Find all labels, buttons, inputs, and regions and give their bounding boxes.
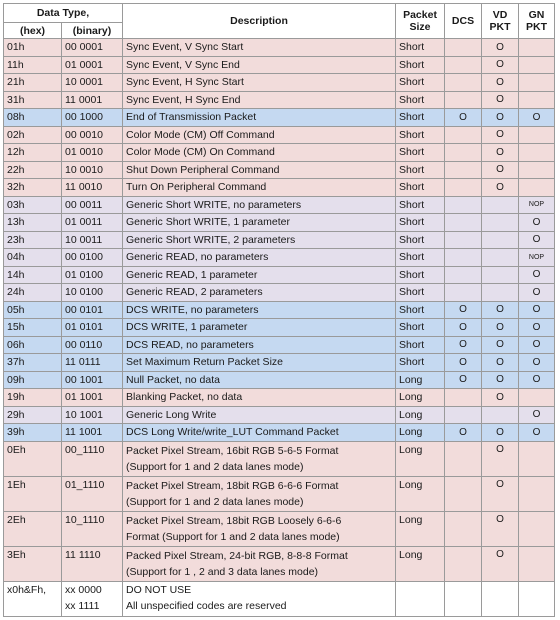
cell-gn-pkt: [519, 144, 555, 162]
cell-hex: 29h: [4, 406, 62, 424]
cell-vd-pkt: O: [482, 389, 519, 407]
cell-vd-pkt: O: [482, 424, 519, 442]
cell-gn-pkt: O: [519, 371, 555, 389]
cell-gn-pkt: O: [519, 284, 555, 302]
cell-vd-pkt: O: [482, 301, 519, 319]
cell-dcs: O: [445, 109, 482, 127]
cell-packet-size: Long: [396, 371, 445, 389]
cell-binary: 01 0101: [62, 319, 123, 337]
cell-gn-pkt: [519, 39, 555, 57]
cell-binary: 11 0010: [62, 179, 123, 197]
cell-gn-pkt: O: [519, 424, 555, 442]
cell-vd-pkt: O: [482, 179, 519, 197]
table-row: [4, 214, 555, 232]
cell-description: [123, 511, 396, 546]
cell-vd-pkt: [482, 196, 519, 214]
cell-vd-pkt: O: [482, 319, 519, 337]
table-row: [4, 476, 555, 511]
cell-description: Shut Down Peripheral Command: [123, 161, 396, 179]
cell-dcs: O: [445, 319, 482, 337]
cell-packet-size: Long: [396, 546, 445, 581]
cell-binary: [62, 581, 123, 616]
table-row: [4, 196, 555, 214]
table-row: [4, 144, 555, 162]
table-row: [4, 74, 555, 92]
cell-hex: 31h: [4, 91, 62, 109]
cell-packet-size: Short: [396, 354, 445, 372]
cell-hex: 3Eh: [4, 546, 62, 581]
cell-packet-size: Short: [396, 39, 445, 57]
cell-vd-pkt: [482, 249, 519, 267]
cell-binary: 01 0001: [62, 56, 123, 74]
cell-packet-size: Short: [396, 179, 445, 197]
cell-description: [123, 581, 396, 616]
cell-hex: 32h: [4, 179, 62, 197]
cell-description: Sync Event, V Sync End: [123, 56, 396, 74]
cell-packet-size: Short: [396, 231, 445, 249]
cell-hex: 39h: [4, 424, 62, 442]
cell-description: Null Packet, no data: [123, 371, 396, 389]
cell-binary-line1: xx 0000: [65, 583, 102, 596]
cell-vd-pkt: [482, 284, 519, 302]
header-dcs: DCS: [445, 4, 482, 39]
cell-binary: 00 1000: [62, 109, 123, 127]
header-data-type: Data Type,: [4, 4, 123, 23]
cell-dcs: O: [445, 301, 482, 319]
cell-packet-size: Long: [396, 424, 445, 442]
cell-packet-size: Long: [396, 441, 445, 476]
cell-dcs: [445, 214, 482, 232]
cell-description: Generic Long Write: [123, 406, 396, 424]
cell-packet-size: [396, 581, 445, 616]
cell-hex: 19h: [4, 389, 62, 407]
description-line1: Packet Pixel Stream, 18bit RGB 6-6-6 Format: [126, 479, 339, 492]
cell-description: DCS WRITE, 1 parameter: [123, 319, 396, 337]
cell-hex: 24h: [4, 284, 62, 302]
cell-dcs: [445, 546, 482, 581]
cell-vd-pkt: O: [482, 354, 519, 372]
cell-gn-pkt: O: [519, 354, 555, 372]
cell-gn-pkt: [519, 546, 555, 581]
cell-hex: 21h: [4, 74, 62, 92]
cell-binary: 10_1110: [62, 511, 123, 546]
description-line2: All unspecified codes are reserved: [126, 599, 287, 612]
cell-packet-size: Short: [396, 91, 445, 109]
header-description: Description: [123, 4, 396, 39]
cell-binary-line2: xx 1111: [65, 599, 100, 612]
cell-packet-size: Short: [396, 74, 445, 92]
cell-binary: 11 0001: [62, 91, 123, 109]
table-row: [4, 371, 555, 389]
cell-gn-pkt: [519, 126, 555, 144]
cell-dcs: [445, 196, 482, 214]
cell-gn-pkt: [519, 179, 555, 197]
cell-hex: 15h: [4, 319, 62, 337]
cell-hex: 05h: [4, 301, 62, 319]
description-line2: Format (Support for 1 and 2 data lanes mode): [126, 530, 340, 543]
cell-gn-pkt: NOP: [519, 249, 555, 267]
cell-description: Generic READ, no parameters: [123, 249, 396, 267]
table-row: [4, 424, 555, 442]
cell-packet-size: Short: [396, 249, 445, 267]
cell-binary: 01_1110: [62, 476, 123, 511]
cell-vd-pkt: O: [482, 476, 519, 511]
table-row: [4, 406, 555, 424]
packet-type-table-container: [3, 3, 555, 617]
cell-packet-size: Short: [396, 126, 445, 144]
cell-binary: 00 0011: [62, 196, 123, 214]
cell-vd-pkt: [482, 214, 519, 232]
cell-packet-size: Short: [396, 301, 445, 319]
cell-gn-pkt: O: [519, 319, 555, 337]
cell-binary: 10 0100: [62, 284, 123, 302]
cell-binary: 10 1001: [62, 406, 123, 424]
cell-gn-pkt: [519, 511, 555, 546]
table-row: [4, 126, 555, 144]
cell-vd-pkt: [482, 266, 519, 284]
cell-packet-size: Short: [396, 196, 445, 214]
cell-gn-pkt: [519, 441, 555, 476]
header-gn-pkt: [519, 4, 555, 39]
cell-packet-size: Short: [396, 144, 445, 162]
cell-hex: 14h: [4, 266, 62, 284]
packet-type-table: [3, 3, 555, 617]
cell-packet-size: Short: [396, 336, 445, 354]
description-line1: Packed Pixel Stream, 24-bit RGB, 8-8-8 Format: [126, 549, 348, 562]
cell-dcs: [445, 74, 482, 92]
cell-binary: 11 1001: [62, 424, 123, 442]
cell-dcs: [445, 126, 482, 144]
cell-packet-size: Short: [396, 161, 445, 179]
cell-dcs: [445, 249, 482, 267]
cell-gn-pkt: NOP: [519, 196, 555, 214]
header-vd-line2: PKT: [489, 21, 511, 33]
cell-binary: 10 0011: [62, 231, 123, 249]
table-row: [4, 336, 555, 354]
cell-dcs: O: [445, 336, 482, 354]
cell-binary: 01 0100: [62, 266, 123, 284]
cell-vd-pkt: O: [482, 91, 519, 109]
header-packet-size-line2: Size: [409, 21, 431, 33]
cell-gn-pkt: O: [519, 214, 555, 232]
cell-description: [123, 441, 396, 476]
cell-packet-size: Short: [396, 214, 445, 232]
table-row: [4, 266, 555, 284]
cell-vd-pkt: O: [482, 109, 519, 127]
cell-description: Generic Short WRITE, 1 parameter: [123, 214, 396, 232]
cell-gn-pkt: [519, 161, 555, 179]
table-row: [4, 319, 555, 337]
cell-description: [123, 546, 396, 581]
cell-dcs: [445, 179, 482, 197]
header-gn-line2: PKT: [526, 21, 548, 33]
cell-packet-size: Short: [396, 56, 445, 74]
table-row: [4, 91, 555, 109]
cell-gn-pkt: O: [519, 301, 555, 319]
cell-description: Generic READ, 2 parameters: [123, 284, 396, 302]
cell-dcs: O: [445, 371, 482, 389]
cell-dcs: [445, 161, 482, 179]
cell-vd-pkt: O: [482, 39, 519, 57]
cell-binary: 00 0110: [62, 336, 123, 354]
cell-hex: x0h&Fh,: [4, 581, 62, 616]
cell-hex: 04h: [4, 249, 62, 267]
cell-description: Blanking Packet, no data: [123, 389, 396, 407]
cell-description: Sync Event, H Sync End: [123, 91, 396, 109]
cell-packet-size: Short: [396, 266, 445, 284]
cell-dcs: [445, 406, 482, 424]
cell-description: [123, 476, 396, 511]
cell-vd-pkt: O: [482, 126, 519, 144]
table-row: [4, 161, 555, 179]
cell-binary: 00 0100: [62, 249, 123, 267]
cell-vd-pkt: O: [482, 74, 519, 92]
cell-description: Color Mode (CM) Off Command: [123, 126, 396, 144]
cell-vd-pkt: O: [482, 336, 519, 354]
header-vd-line1: VD: [492, 9, 508, 21]
cell-dcs: O: [445, 424, 482, 442]
description-line1: DO NOT USE: [126, 583, 192, 596]
cell-gn-pkt: [519, 581, 555, 616]
description-line1: Packet Pixel Stream, 16bit RGB 5-6-5 Format: [126, 444, 339, 457]
cell-vd-pkt: O: [482, 546, 519, 581]
table-row: [4, 511, 555, 546]
header-packet-size: [396, 4, 445, 39]
cell-vd-pkt: O: [482, 161, 519, 179]
cell-vd-pkt: [482, 231, 519, 249]
cell-gn-pkt: O: [519, 231, 555, 249]
cell-dcs: [445, 266, 482, 284]
header-hex: (hex): [4, 23, 62, 39]
cell-gn-pkt: O: [519, 336, 555, 354]
cell-vd-pkt: O: [482, 441, 519, 476]
cell-binary: 00_1110: [62, 441, 123, 476]
cell-description: DCS Long Write/write_LUT Command Packet: [123, 424, 396, 442]
table-row: [4, 389, 555, 407]
cell-packet-size: Long: [396, 389, 445, 407]
table-row: [4, 231, 555, 249]
cell-binary: 00 0001: [62, 39, 123, 57]
cell-packet-size: Short: [396, 319, 445, 337]
cell-hex: 0Eh: [4, 441, 62, 476]
cell-dcs: [445, 441, 482, 476]
cell-packet-size: Short: [396, 109, 445, 127]
cell-packet-size: Long: [396, 476, 445, 511]
table-row: [4, 546, 555, 581]
cell-dcs: [445, 476, 482, 511]
cell-dcs: [445, 56, 482, 74]
table-row: [4, 39, 555, 57]
cell-gn-pkt: [519, 389, 555, 407]
cell-description: Generic Short WRITE, no parameters: [123, 196, 396, 214]
cell-description: Color Mode (CM) On Command: [123, 144, 396, 162]
cell-description: Turn On Peripheral Command: [123, 179, 396, 197]
cell-binary: 00 1001: [62, 371, 123, 389]
cell-dcs: [445, 144, 482, 162]
cell-gn-pkt: O: [519, 406, 555, 424]
table-row: [4, 301, 555, 319]
cell-vd-pkt: [482, 581, 519, 616]
description-line2: (Support for 1 and 2 data lanes mode): [126, 460, 304, 473]
cell-gn-pkt: [519, 74, 555, 92]
cell-packet-size: Short: [396, 284, 445, 302]
table-row: [4, 56, 555, 74]
cell-dcs: [445, 231, 482, 249]
cell-hex: 1Eh: [4, 476, 62, 511]
cell-description: DCS WRITE, no parameters: [123, 301, 396, 319]
header-gn-line1: GN: [528, 9, 545, 21]
cell-binary: 10 0001: [62, 74, 123, 92]
table-row: [4, 581, 555, 616]
cell-dcs: O: [445, 354, 482, 372]
cell-description: Sync Event, H Sync Start: [123, 74, 396, 92]
description-line2: (Support for 1 , 2 and 3 data lanes mode): [126, 565, 319, 578]
cell-packet-size: Long: [396, 406, 445, 424]
cell-binary: 11 0111: [62, 354, 123, 372]
cell-vd-pkt: [482, 406, 519, 424]
cell-hex: 12h: [4, 144, 62, 162]
cell-hex: 37h: [4, 354, 62, 372]
table-row: [4, 179, 555, 197]
table-header: [4, 4, 555, 39]
header-binary: (binary): [62, 23, 123, 39]
cell-gn-pkt: O: [519, 109, 555, 127]
cell-packet-size: Long: [396, 511, 445, 546]
cell-hex: 06h: [4, 336, 62, 354]
cell-dcs: [445, 389, 482, 407]
table-row: [4, 354, 555, 372]
cell-hex: 09h: [4, 371, 62, 389]
cell-binary: 10 0010: [62, 161, 123, 179]
cell-hex: 08h: [4, 109, 62, 127]
header-vd-pkt: [482, 4, 519, 39]
cell-dcs: [445, 91, 482, 109]
table-row: [4, 249, 555, 267]
cell-binary: 01 0010: [62, 144, 123, 162]
cell-gn-pkt: [519, 476, 555, 511]
cell-dcs: [445, 581, 482, 616]
cell-vd-pkt: O: [482, 144, 519, 162]
description-line1: Packet Pixel Stream, 18bit RGB Loosely 6-6-6: [126, 514, 342, 527]
cell-dcs: [445, 39, 482, 57]
cell-hex: 13h: [4, 214, 62, 232]
table-body: [4, 39, 555, 617]
cell-hex: 22h: [4, 161, 62, 179]
cell-hex: 23h: [4, 231, 62, 249]
cell-gn-pkt: [519, 56, 555, 74]
table-row: [4, 441, 555, 476]
cell-binary: 00 0101: [62, 301, 123, 319]
cell-hex: 2Eh: [4, 511, 62, 546]
header-packet-size-line1: Packet: [403, 9, 437, 21]
table-row: [4, 284, 555, 302]
cell-hex: 01h: [4, 39, 62, 57]
cell-vd-pkt: O: [482, 371, 519, 389]
cell-binary: 01 1001: [62, 389, 123, 407]
cell-dcs: [445, 511, 482, 546]
cell-hex: 03h: [4, 196, 62, 214]
cell-binary: 01 0011: [62, 214, 123, 232]
cell-hex: 11h: [4, 56, 62, 74]
cell-dcs: [445, 284, 482, 302]
table-row: [4, 109, 555, 127]
cell-description: DCS READ, no parameters: [123, 336, 396, 354]
cell-gn-pkt: O: [519, 266, 555, 284]
cell-description: Set Maximum Return Packet Size: [123, 354, 396, 372]
cell-vd-pkt: O: [482, 511, 519, 546]
description-line2: (Support for 1 and 2 data lanes mode): [126, 495, 304, 508]
cell-binary: 00 0010: [62, 126, 123, 144]
cell-description: Sync Event, V Sync Start: [123, 39, 396, 57]
cell-description: Generic Short WRITE, 2 parameters: [123, 231, 396, 249]
cell-gn-pkt: [519, 91, 555, 109]
cell-vd-pkt: O: [482, 56, 519, 74]
cell-description: Generic READ, 1 parameter: [123, 266, 396, 284]
cell-hex: 02h: [4, 126, 62, 144]
cell-description: End of Transmission Packet: [123, 109, 396, 127]
cell-binary: 11 1110: [62, 546, 123, 581]
